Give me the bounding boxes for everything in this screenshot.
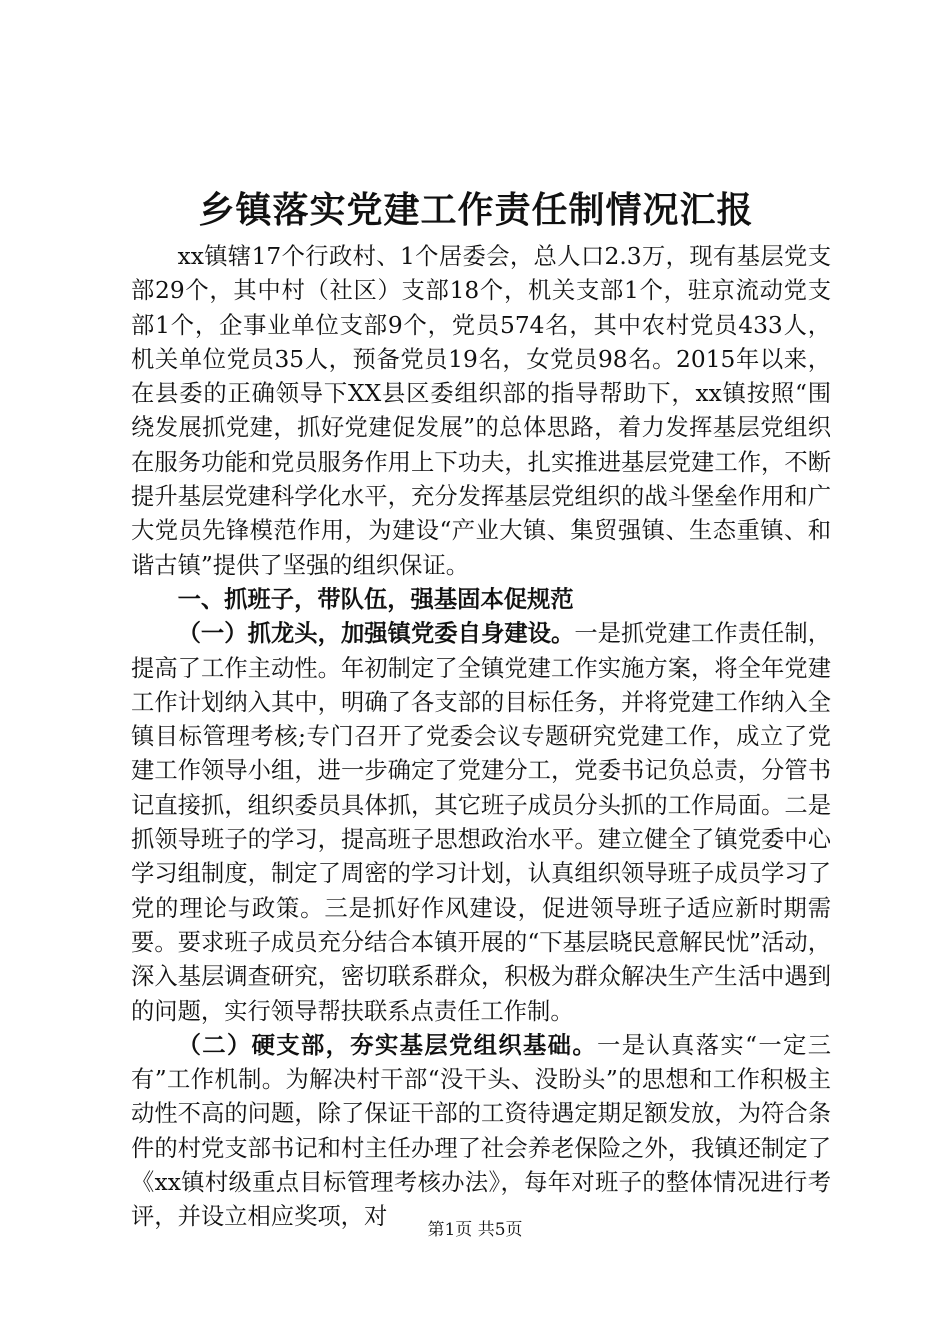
intro-paragraph: xx镇辖17个行政村、1个居委会，总人口2.3万，现有基层党支部29个，其中村（社区）支部18个，机关支部1个，驻京流动党支部1个，企事业单位支部9个，党员574名，其中农村党员433人，机关单位党员35人，预备党员19名，女党员98名。2015年以来，在县委的正确领导下XX县区委组织部的指导帮助下，xx镇按照“围绕发展抓党建，抓好党建促发展”的总体思路，着力发挥基层党组织在服务功能和党员服务作用上下功夫，扎实推进基层党建工作，不断提升基层党建科学化水平，充分发挥基层党组织的战斗堡垒作用和广大党员先锋模范作用，为建设“产业大镇、集贸强镇、生态重镇、和谐古镇”提供了坚强的组织保证。 (131, 243, 831, 579)
subsection-1-heading: （一）抓龙头，加强镇党委自身建设。 (177, 620, 575, 648)
subsection-2-body: 一是认真落实“一定三有”工作机制。为解决村干部“没干头、没盼头”的思想和工作积极主动性不高的问题，除了保证干部的工资待遇定期足额发放，为符合条件的村党支部书记和村主任办理了社会养老保险之外，我镇还制定了《xx镇村级重点目标管理考核办法》，每年对班子的整体情况进行考评，并设立相应奖项，对 (131, 1031, 831, 1231)
document-title: 乡镇落实党建工作责任制情况汇报 (198, 189, 754, 231)
page-footer: 第1页 共5页 (427, 1220, 523, 1240)
subsection-1-body: 一是抓党建工作责任制，提高了工作主动性。年初制定了全镇党建工作实施方案，将全年党建工作计划纳入其中，明确了各支部的目标任务，并将党建工作纳入全镇目标管理考核;专门召开了党委会议专题研究党建工作，成立了党建工作领导小组，进一步确定了党建分工，党委书记负总责，分管书记直接抓，组织委员具体抓，其它班子成员分头抓的工作局面。二是抓领导班子的学习，提高班子思想政治水平。建立健全了镇党委中心学习组制度，制定了周密的学习计划，认真组织领导班子成员学习了党的理论与政策。三是抓好作风建设，促进领导班子适应新时期需要。要求班子成员充分结合本镇开展的“下基层晓民意解民忧”活动，深入基层调查研究，密切联系群众，积极为群众解决生产生活中遇到的问题，实行领导帮扶联系点责任工作制。 (131, 620, 832, 1025)
document-page (131, 180, 831, 1235)
subsection-2-heading: （二）硬支部，夯实基层党组织基础。 (177, 1031, 598, 1059)
subsection-2-paragraph (131, 1029, 831, 1235)
subsection-1-paragraph (131, 617, 831, 1029)
section-heading-1: 一、抓班子，带队伍，强基固本促规范 (177, 585, 574, 613)
